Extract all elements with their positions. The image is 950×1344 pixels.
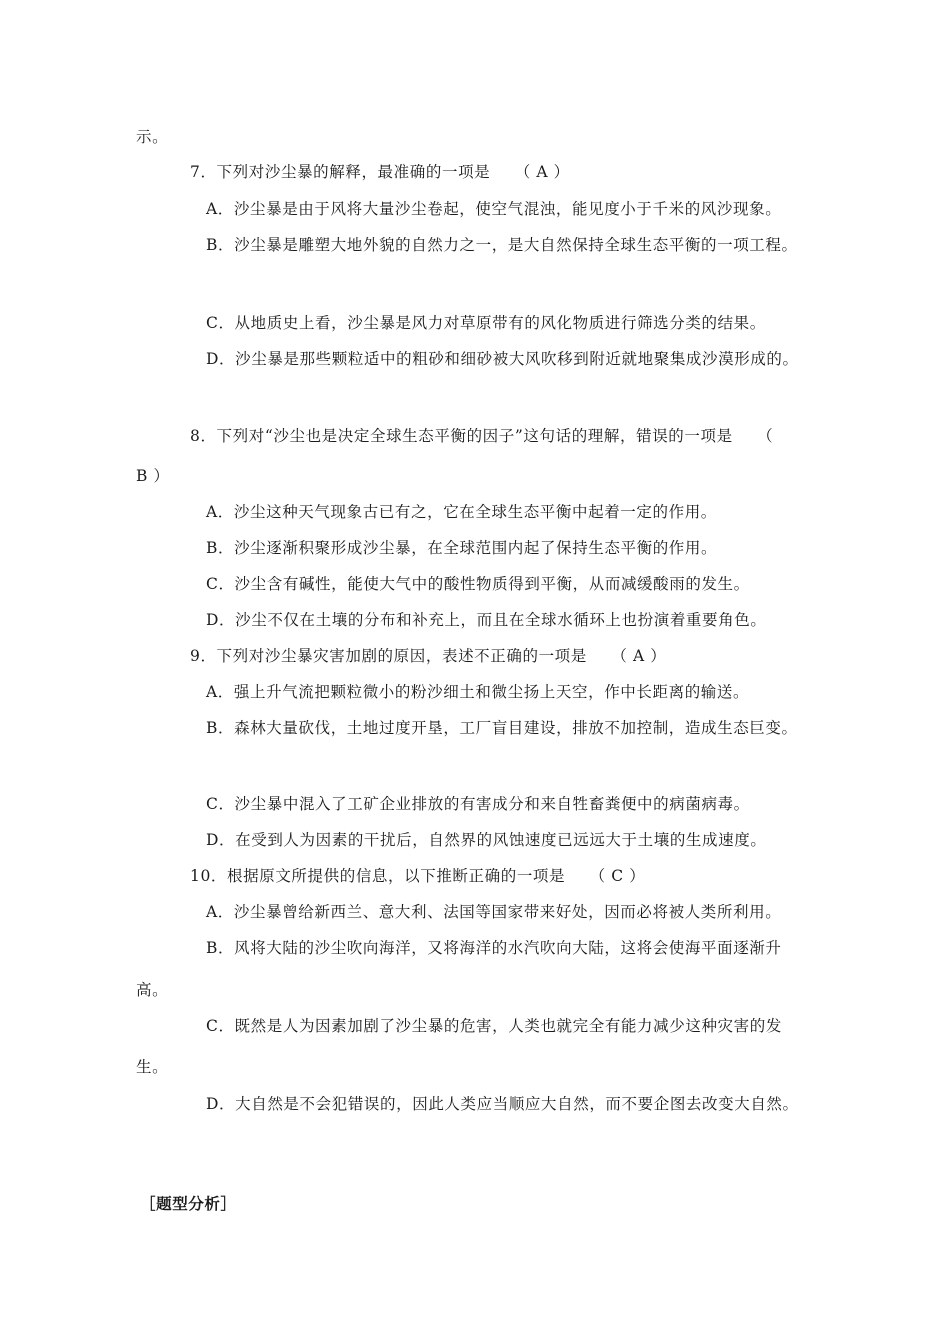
option-10c: C．既然是人为因素加剧了沙尘暴的危害，人类也就完全有能力减少这种灾害的发 xyxy=(206,1017,782,1035)
question-9: 9．下列对沙尘暴灾害加剧的原因，表述不正确的一项是 （ A ） xyxy=(190,647,667,665)
option-7c: C．从地质史上看，沙尘暴是风力对草原带有的风化物质进行筛选分类的结果。 xyxy=(206,314,766,332)
option-9c: C．沙尘暴中混入了工矿企业排放的有害成分和来自牲畜粪便中的病菌病毒。 xyxy=(206,795,750,813)
question-7: 7．下列对沙尘暴的解释，最准确的一项是 （ A ） xyxy=(190,163,570,181)
option-9a: A．强上升气流把颗粒微小的粉沙细土和微尘扬上天空，作中长距离的输送。 xyxy=(206,683,750,701)
option-8b: B．沙尘逐渐积聚形成沙尘暴，在全球范围内起了保持生态平衡的作用。 xyxy=(206,539,718,557)
option-8d: D．沙尘不仅在土壤的分布和补充上，而且在全球水循环上也扮演着重要角色。 xyxy=(206,611,767,629)
option-10b: B．风将大陆的沙尘吹向海洋，又将海洋的水汽吹向大陆，这将会使海平面逐渐升 xyxy=(206,939,782,957)
option-8a: A．沙尘这种天气现象古已有之，它在全球生态平衡中起着一定的作用。 xyxy=(206,503,717,521)
option-10c-continued: 生。 xyxy=(136,1058,169,1076)
option-10d: D．大自然是不会犯错误的，因此人类应当顺应大自然，而不要企图去改变大自然。 xyxy=(206,1095,799,1113)
option-10b-continued: 高。 xyxy=(136,981,169,999)
text-line: 示。 xyxy=(136,128,169,146)
section-heading: ［题型分析］ xyxy=(140,1195,237,1213)
option-7d: D．沙尘暴是那些颗粒适中的粗砂和细砂被大风吹移到附近就地聚集成沙漠形成的。 xyxy=(206,350,799,368)
option-7b: B．沙尘暴是雕塑大地外貌的自然力之一，是大自然保持全球生态平衡的一项工程。 xyxy=(206,236,798,254)
question-8-answer: B ） xyxy=(136,467,170,485)
option-10a: A．沙尘暴曾给新西兰、意大利、法国等国家带来好处，因而必将被人类所利用。 xyxy=(206,903,782,921)
option-9d: D．在受到人为因素的干扰后，自然界的风蚀速度已远远大于土壤的生成速度。 xyxy=(206,831,767,849)
option-9b: B．森林大量砍伐，土地过度开垦，工厂盲目建设，排放不加控制，造成生态巨变。 xyxy=(206,719,798,737)
option-7a: A．沙尘暴是由于风将大量沙尘卷起，使空气混浊，能见度小于千米的风沙现象。 xyxy=(206,200,782,218)
option-8c: C．沙尘含有碱性，能使大气中的酸性物质得到平衡，从而减缓酸雨的发生。 xyxy=(206,575,750,593)
question-8: 8．下列对“沙尘也是决定全球生态平衡的因子”这句话的理解，错误的一项是 （ xyxy=(190,427,774,445)
question-10: 10．根据原文所提供的信息，以下推断正确的一项是 （ C ） xyxy=(190,867,646,885)
